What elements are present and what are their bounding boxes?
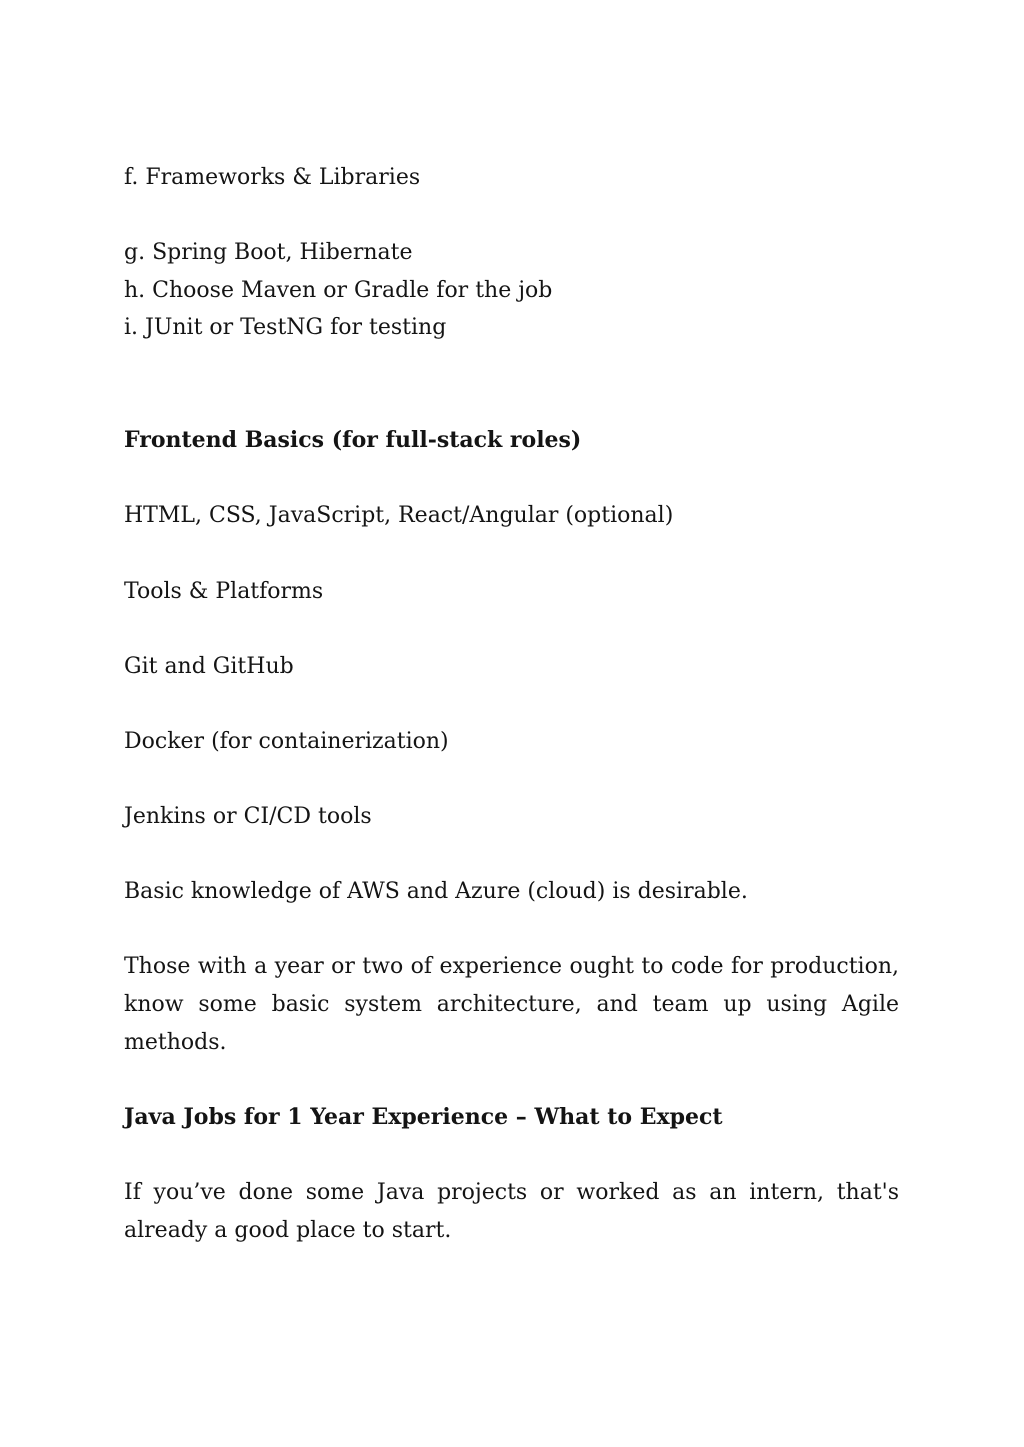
- frontend-heading: Frontend Basics (for full-stack roles): [124, 427, 582, 454]
- list-item-h: h. Choose Maven or Gradle for the job: [124, 277, 553, 303]
- tools-cloud: Basic knowledge of AWS and Azure (cloud) is desirable.: [124, 879, 748, 905]
- tools-jenkins: Jenkins or CI/CD tools: [124, 804, 372, 830]
- document-page: [124, 159, 899, 1249]
- list-item-g: g. Spring Boot, Hibernate: [124, 240, 413, 266]
- list-item-i: i. JUnit or TestNG for testing: [124, 315, 447, 341]
- experience-paragraph: Those with a year or two of experience ought to code for production, know some basic system architecture, and team up using Agile methods.: [124, 954, 899, 1055]
- tools-title: Tools & Platforms: [124, 578, 324, 604]
- jobs-heading: Java Jobs for 1 Year Experience – What to Expect: [124, 1103, 723, 1130]
- jobs-text: If you’ve done some Java projects or worked as an intern, that's already a good place to start.: [124, 1180, 899, 1243]
- list-item-f: f. Frameworks & Libraries: [124, 165, 421, 190]
- frontend-text: HTML, CSS, JavaScript, React/Angular (optional): [124, 503, 674, 529]
- tools-docker: Docker (for containerization): [124, 728, 449, 754]
- tools-git: Git and GitHub: [124, 653, 294, 679]
